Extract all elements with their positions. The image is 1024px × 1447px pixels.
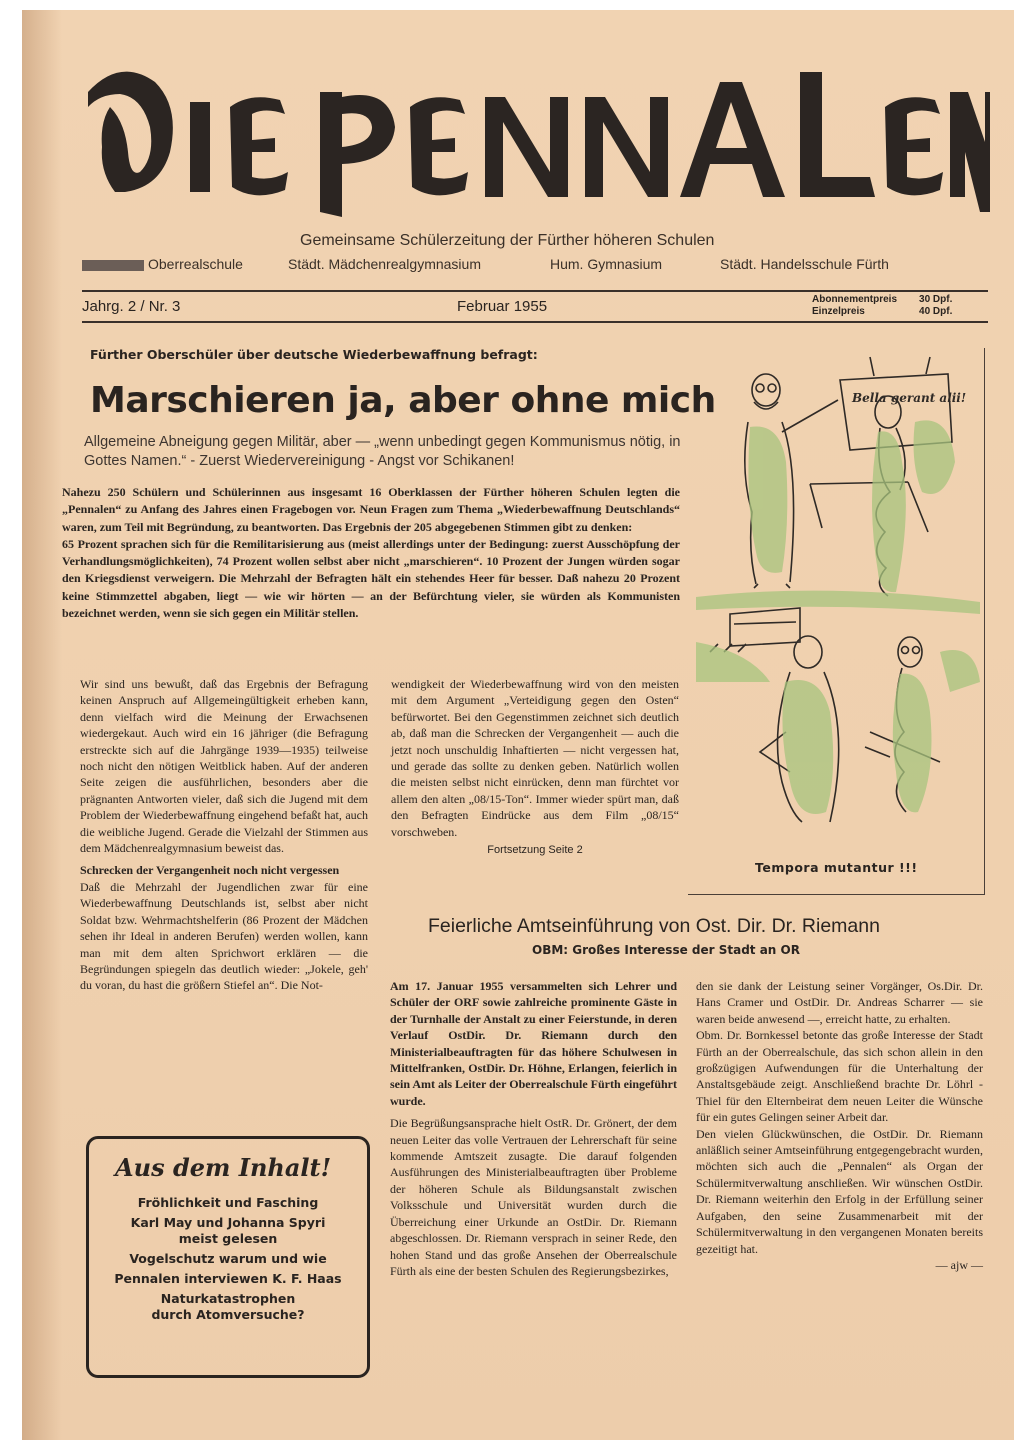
price-label-subscription: Abonnementpreis [812, 294, 898, 305]
article1-kicker: Fürther Oberschüler über deutsche Wiederbewaffnung befragt: [90, 347, 538, 362]
article2-body-1: Die Begrüßungsansprache hielt OstR. Dr. Grönert, der dem neuen Leiter das volle Vertrauen der Lehrerschaft für seine kommende Amtszeit zusagte. Die darauf folgenden Ausführungen des Ministerialbeauftragten über Probleme der höheren Schule als Bildungsanstalt zwischen Volksschule und Universität wurden durch die Überreichung einer Urkunde an OstDir. Dr. Riemann abgeschlossen. Dr. Riemann versprach in seiner Rede, den hohen Stand und das große Ansehen der Oberrealschule Fürth als eine der besten Schulen des Regierungsbezirkes, [390, 1116, 677, 1278]
column1-text-continued: Daß die Mehrzahl der Jugendlichen zwar für eine Wiederbewaffnung Deutschlands ist, selbst aber nicht Soldat bzw. Wehrmachtshelferin (86 Prozent der Mädchen sehen ihr Ideal in anderen Berufen) werden wollen, kann man mit dem alten Sprichwort erklären — die Begründungen spiegeln das deutlich wieder: „Jokele, geh' du voran, du hast die größern Stiefel an“. Die Not- [80, 879, 368, 993]
header-rule-top [82, 290, 988, 292]
school-hum-gymnasium: Hum. Gymnasium [550, 256, 663, 272]
contents-list [89, 1195, 367, 1327]
issue-number: Jahrg. 2 / Nr. 3 [82, 298, 181, 315]
lead-paragraph-2: 65 Prozent sprachen sich für die Remilitarisierung aus (meist allerdings unter der Bedingung: zuerst Ausschöpfung der Verhandlungsmöglichkeiten), 74 Prozent wollen selbst aber nicht „marschieren“. 10 Prozent der Jungen würden sogar den Kriegsdienst verweigern. Die Mehrzahl der Befragten hält ein stehendes Heer für besser. Daß nahezu 20 Prozent keine Stimmzettel abgaben, liegt — wie wir hörten — an der Befürchtung vieler, sie würden als Kommunisten bezeichnet werden, wenn sie sich gegen ein Militär stellen. [62, 536, 680, 621]
article1-column-1 [80, 676, 368, 994]
masthead-logo [80, 52, 990, 222]
article2-signature: — ajw — [935, 1257, 983, 1272]
contents-item: Fröhlichkeit und Fasching [137, 1195, 319, 1210]
contents-item: Vogelschutz warum und wie [129, 1251, 327, 1266]
masthead-subtitle: Gemeinsame Schülerzeitung der Fürther höheren Schulen [300, 232, 715, 249]
price-value-subscription: 30 Dpf. [919, 294, 953, 305]
article2-body-2b: Obm. Dr. Bornkessel betonte das große Interesse der Stadt Fürth an der Oberrealschule, das sich schon allein in den großzügigen Aufwendungen für die Unterhaltung der Anstaltsgebäude zeigt. Anschließend brachte Dr. Löhrl - Thiel für den Elternbeirat dem neuen Leiter die Wünsche für ein gutes Gelingen seiner Arbeit dar. [696, 1028, 983, 1125]
column1-text: Wir sind uns bewußt, daß das Ergebnis der Befragung keinen Anspruch auf Allgemeingültigkeit erheben kann, denn vielfach wird die Meinung der Erwachsenen wiedergekaut. Auch wird ein 16 jähriger (die Befragung erstreckte sich auf die Jahrgänge 1939—1935) teilweise noch nicht den nötigen Weitblick haben. Auf der anderen Seite zeigen die ausführlichen, besonders aber die prägnanten Antworten vieler, daß sich die Jugend mit dem Problem der Wiederbewaffnung eingehend befaßt hat, auch die weibliche Jugend. Gerade die Vielzahl der Stimmen aus dem Mädchenrealgymnasium beweist das. [80, 677, 368, 856]
article1-column-2 [391, 676, 679, 858]
cartoon-board-text: Bella gerant alii! [852, 391, 967, 405]
header-rule-bottom [82, 321, 988, 323]
article1-deck: Allgemeine Abneigung gegen Militär, aber — „wenn unbedingt gegen Kommunismus nötig, in Gottes Namen.“ - Zuerst Wiedervereinigung - Angst vor Schikanen! [84, 434, 681, 469]
article2-headline: Feierliche Amtseinführung von Ost. Dir. Dr. Riemann [428, 915, 880, 937]
contents-item: Karl May und Johanna Spyri meist gelesen [130, 1215, 326, 1246]
price-label-single: Einzelpreis [812, 306, 865, 317]
price-info [812, 294, 952, 318]
school-maedchenrealgymnasium: Städt. Mädchenrealgymnasium [288, 256, 481, 272]
lead-paragraph-1: Nahezu 250 Schülern und Schülerinnen aus insgesamt 16 Oberklassen der Fürther höheren Schulen legten die „Pennalen“ zu Anfang des Jahres einen Fragebogen vor. Neun Fragen zum Thema „Wiederbewaffnung Deutschlands“ waren, zum Teil mit Begründung, zu beantworten. Das Ergebnis der 205 abgegebenen Stimmen gibt zu denken: [62, 485, 680, 534]
masthead-title: DIE PENNALEN [535, 204, 607, 215]
contents-box [86, 1136, 370, 1378]
article2-body-2c: Den vielen Glückwünschen, die OstDir. Dr. Riemann anläßlich seiner Amtseinführung entgegengebracht wurden, möchten sich auch die „Pennalen“ als Organ der Schülermitverwaltung anschließen. Wir wünschen OstDir. Dr. Riemann weiterhin den Erfolg in der Erfüllung seiner Aufgaben, den seine Zusammenarbeit mit der Schülermitverwaltung in den vergangenen Monaten bereits gezeitigt hat. [696, 1126, 983, 1256]
price-value-single: 40 Dpf. [919, 306, 953, 317]
issue-bar [82, 294, 988, 320]
cartoon-caption: Tempora mutantur !!! [755, 860, 918, 875]
school-oberrealschule: Oberrealschule [82, 256, 243, 272]
article1-lead [62, 484, 680, 622]
contents-title: Aus dem Inhalt! [115, 1153, 332, 1182]
column1-subhead: Schrecken der Vergangenheit noch nicht vergessen [80, 863, 340, 878]
issue-date: Februar 1955 [457, 298, 548, 315]
page-fold-shadow [22, 10, 62, 1440]
school-handelsschule: Städt. Handelsschule Fürth [720, 256, 889, 272]
article2-column-1 [390, 978, 677, 1279]
contents-item: Pennalen interviewen K. F. Haas [114, 1271, 342, 1286]
article2-body-2a: den sie dank der Leistung seiner Vorgänger, Os.Dir. Dr. Hans Cramer und OstDir. Dr. Andreas Scharrer — sie waren beide anwesend —, erreicht hatte, zu erhalten. [696, 979, 983, 1026]
article1-headline: Marschieren ja, aber ohne mich [90, 380, 716, 421]
article2-lead: Am 17. Januar 1955 versammelten sich Lehrer und Schüler der ORF sowie zahlreiche prominente Gäste in der Turnhalle der Anstalt zu einer Feierstunde, in deren Verlauf OstDir. Dr. Riemann durch den Ministerialbeauftragten für das höhere Schulwesen in Mittelfranken, OstDir. Dr. Höhne, Erlangen, feierlich in sein Amt als Leiter der Oberrealschule Fürth eingeführt wurde. [390, 979, 677, 1108]
article2-subhead: OBM: Großes Interesse der Stadt an OR [532, 943, 800, 957]
redaction-bar [82, 260, 144, 271]
column2-text: wendigkeit der Wiederbewaffnung wird von den meisten mit dem Argument „Verteidigung gegen den Osten“ befürwortet. Bei den Gegenstimmen zeichnet sich deutlich ab, daß man die Schrecken der Vergangenheit — auch die jetzt noch unschuldig Inhaftierten — nicht vergessen hat, und gerade das sollte zu denken geben. Natürlich wollen die meisten selbst nicht einrücken, denn man fürchtet vor allem den alten „08/15-Ton“. Immer wieder spürt man, daß den Befragten Eindrücke aus dem Film „08/15“ vorschweben. [391, 677, 679, 839]
contents-item: Naturkatastrophen durch Atomversuche? [151, 1291, 305, 1322]
cartoon-illustration [690, 352, 984, 862]
continued-note: Fortsetzung Seite 2 [487, 844, 583, 857]
article2-column-2 [696, 978, 983, 1273]
